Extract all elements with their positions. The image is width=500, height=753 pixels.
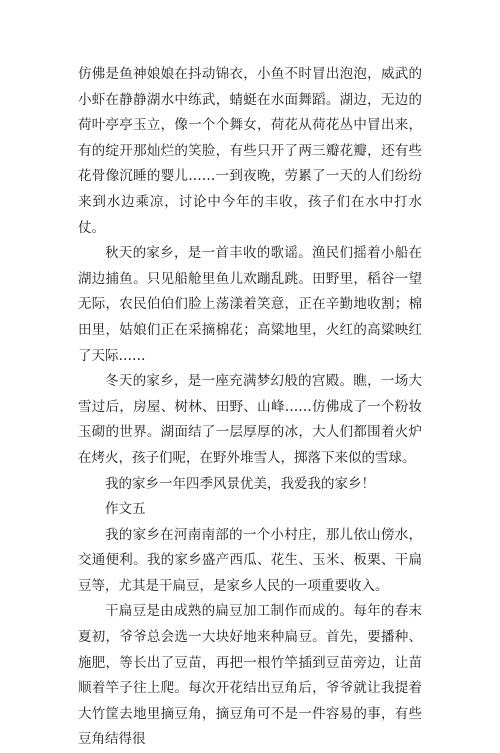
paragraph-dried-beans: 干扁豆是由成熟的扁豆加工制作而成的。每年的春末夏初，爷爷总会选一大块好地来种扁豆。首先，要播种、施肥，等长出了豆苗，再把一根竹竿插到豆苗旁边，让苗顺着竿子往上爬。每次开花结出豆角后，爷爷就让我提着大竹筐去地里摘豆角，摘豆角可不是一件容易的事，有些豆角结得很 [78, 603, 422, 748]
section-heading: 作文五 [105, 501, 146, 518]
document-body [78, 62, 422, 753]
paragraph-hometown-intro: 我的家乡在河南南部的一个小村庄，那儿依山傍水，交通便利。我的家乡盛产西瓜、花生、玉米、板栗、干扁豆等，尤其是干扁豆，是家乡人民的一项重要收入。 [78, 526, 422, 594]
paragraph-winter: 冬天的家乡，是一座充满梦幻般的宫殿。瞧，一场大雪过后，房屋、树林、田野、山峰……仿佛成了一个粉妆玉砌的世界。湖面结了一层厚厚的冰，大人们都围着火炉在烤火，孩子们呢，在野外堆雪人，掷落下来似的雪球。 [78, 373, 422, 466]
paragraph-conclusion: 我的家乡一年四季风景优美，我爱我的家乡！ [105, 475, 375, 492]
paragraph-autumn: 秋天的家乡，是一首丰收的歌谣。渔民们摇着小船在湖边捕鱼。只见船舱里鱼儿欢蹦乱跳。田野里，稻谷一望无际，农民伯伯们脸上荡漾着笑意，正在辛勤地收割；棉田里，姑娘们正在采摘棉花；高粱地里，火红的高粱映红了天际…… [78, 245, 422, 364]
paragraph-summer-continued: 仿佛是鱼神娘娘在抖动锦衣，小鱼不时冒出泡泡，威武的小虾在静静湖水中练武，蜻蜓在水面舞蹈。湖边，无边的荷叶亭亭玉立，像一个个舞女，荷花从荷花丛中冒出来，有的绽开那灿烂的笑脸，有些只开了两三瓣花瓣，还有些花骨像沉睡的婴儿……一到夜晚，劳累了一天的人们纷纷来到水边乘凉，讨论中今年的丰收，孩子们在水中打水仗。 [78, 66, 422, 236]
